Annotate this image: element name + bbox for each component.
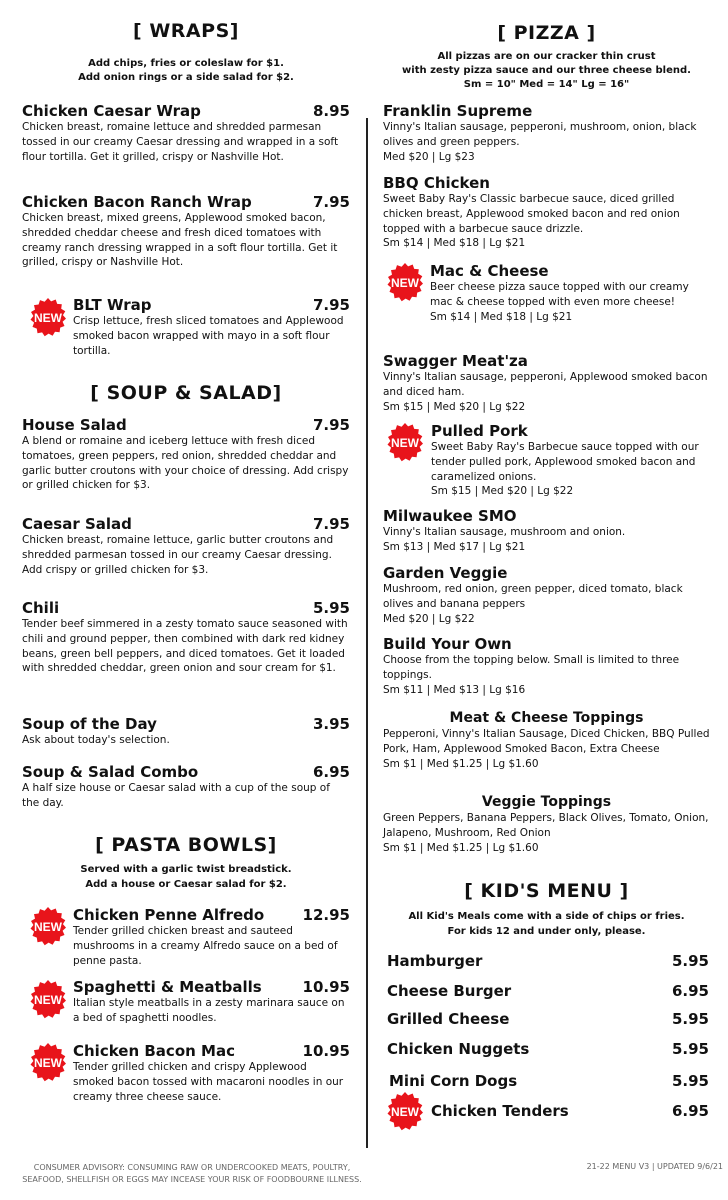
kids-item (387, 982, 709, 1000)
menu-item (22, 763, 350, 811)
menu-item (383, 507, 710, 555)
new-badge: NEW (28, 1043, 68, 1083)
item-name: Franklin Supreme (383, 102, 533, 120)
new-badge: NEW (385, 1092, 425, 1132)
meat-toppings-prices: Sm $1 | Med $1.25 | Lg $1.60 (383, 757, 539, 770)
menu-item (73, 978, 350, 1026)
soup-salad-title: [ SOUP & SALAD] (90, 382, 282, 404)
kids-item (387, 1040, 709, 1058)
item-prices: Sm $13 | Med $17 | Lg $21 (383, 540, 526, 553)
item-name: Chicken Bacon Mac (73, 1042, 235, 1060)
menu-item (430, 262, 710, 324)
item-name: Garden Veggie (383, 564, 508, 582)
item-name: Soup & Salad Combo (22, 763, 199, 781)
menu-item (383, 174, 710, 251)
kids-item-price: 5.95 (671, 952, 709, 970)
veggie-toppings-title: Veggie Toppings (481, 794, 612, 810)
item-description: Beer cheese pizza sauce topped with our creamy mac & cheese topped with even more cheese! (430, 281, 689, 308)
pizza-note-2: with zesty pizza sauce and our three cheese blend. (402, 65, 691, 76)
menu-version: 21-22 MENU V3 | UPDATED 9/6/21 (586, 1162, 723, 1171)
item-prices: Sm $14 | Med $18 | Lg $21 (383, 237, 526, 250)
menu-item (22, 193, 350, 270)
wraps-note-1: Add chips, fries or coleslaw for $1. (88, 58, 284, 69)
item-name: Pulled Pork (431, 422, 528, 440)
item-name: Milwaukee SMO (383, 507, 517, 525)
item-name: Swagger Meat'za (383, 352, 528, 370)
pizza-title: [ PIZZA ] (497, 22, 596, 44)
pasta-title: [ PASTA BOWLS] (95, 834, 277, 856)
kids-item-price: 5.95 (671, 1072, 709, 1090)
kids-item (387, 952, 709, 970)
kids-item (431, 1102, 709, 1120)
item-prices: Sm $11 | Med $13 | Lg $16 (383, 683, 526, 696)
column-divider (366, 118, 368, 1148)
item-name: Chicken Bacon Ranch Wrap (22, 193, 252, 211)
kids-title: [ KID'S MENU ] (464, 880, 629, 902)
pizza-note-3: Sm = 10" Med = 14" Lg = 16" (463, 79, 630, 90)
veggie-toppings-list: Green Peppers, Banana Peppers, Black Olives, Tomato, Onion, Jalapeno, Mushroom, Red Onion (383, 812, 709, 839)
menu-item (73, 296, 350, 358)
kids-note-1: All Kid's Meals come with a side of chips or fries. (408, 911, 685, 922)
new-badge: NEW (385, 423, 425, 463)
item-description: Tender beef simmered in a zesty tomato sauce seasoned with chili and ground pepper, then combined with dark red kidney beans, green bell peppers, and diced tomatoes. Get it loaded with shredded cheddar, green onion and sour cream for $1. (22, 618, 348, 675)
item-description: Sweet Baby Ray's Barbecue sauce topped with our tender pulled pork, Applewood smoked bacon and caramelized onions. (431, 441, 699, 483)
item-price: 5.95 (312, 599, 350, 617)
item-name: BBQ Chicken (383, 174, 490, 192)
menu-item (22, 102, 350, 164)
item-name: Spaghetti & Meatballs (73, 978, 262, 996)
pizza-note-1: All pizzas are on our cracker thin crust (437, 51, 656, 62)
item-name: BLT Wrap (73, 296, 152, 314)
menu-item (383, 564, 710, 626)
item-price: 7.95 (312, 515, 350, 533)
meat-toppings (383, 710, 710, 771)
item-description: Tender grilled chicken breast and sauteed mushrooms in a creamy Alfredo sauce on a bed of penne pasta. (73, 925, 338, 967)
item-description: Ask about today's selection. (22, 734, 170, 746)
consumer-advisory: CONSUMER ADVISORY: CONSUMING RAW OR UNDERCOOKED MEATS, POULTRY, SEAFOOD, SHELLFISH OR EGGS MAY INCEASE YOUR RISK OF FOODBOURNE ILLNESS. (22, 1163, 362, 1184)
item-description: Chicken breast, romaine lettuce, garlic butter croutons and shredded parmesan tossed in our creamy Caesar dressing. Add crispy or grilled chicken for $3. (22, 534, 334, 576)
item-description: A blend or romaine and iceberg lettuce with fresh diced tomatoes, green peppers, red onion, shredded cheddar and garlic butter croutons with your choice of dressing. Add crispy or grilled chicken for $3. (22, 435, 349, 492)
menu-item (22, 515, 350, 577)
item-price: 10.95 (302, 1042, 350, 1060)
wraps-note-2: Add onion rings or a side salad for $2. (78, 72, 294, 83)
item-price: 12.95 (302, 906, 350, 924)
item-name: Mac & Cheese (430, 262, 549, 280)
kids-item-name: Grilled Cheese (387, 1010, 510, 1028)
menu-item (22, 715, 350, 748)
item-prices: Sm $15 | Med $20 | Lg $22 (431, 485, 574, 498)
item-name: Chicken Caesar Wrap (22, 102, 201, 120)
pasta-note-2: Add a house or Caesar salad for $2. (85, 879, 287, 890)
item-description: Choose from the topping below. Small is limited to three toppings. (383, 654, 680, 681)
menu-item (383, 635, 710, 697)
item-description: Italian style meatballs in a zesty marinara sauce on a bed of spaghetti noodles. (73, 997, 345, 1024)
kids-item-name: Cheese Burger (387, 982, 512, 1000)
item-price: 7.95 (312, 416, 350, 434)
kids-item-price: 5.95 (671, 1010, 709, 1028)
meat-toppings-title: Meat & Cheese Toppings (449, 710, 644, 726)
item-name: Build Your Own (383, 635, 512, 653)
item-price: 6.95 (312, 763, 350, 781)
item-description: Vinny's Italian sausage, pepperoni, Applewood smoked bacon and diced ham. (383, 371, 708, 398)
new-badge: NEW (28, 980, 68, 1020)
menu-item (383, 102, 710, 164)
item-name: Caesar Salad (22, 515, 132, 533)
menu-item (431, 422, 710, 499)
veggie-toppings (383, 794, 710, 855)
item-price: 3.95 (312, 715, 350, 733)
item-prices: Med $20 | Lg $22 (383, 612, 475, 625)
item-description: Tender grilled chicken and crispy Applewood smoked bacon tossed with macaroni noodles in our creamy three cheese sauce. (73, 1061, 344, 1103)
meat-toppings-list: Pepperoni, Vinny's Italian Sausage, Diced Chicken, BBQ Pulled Pork, Ham, Applewood Smoked Bacon, Extra Cheese (383, 728, 710, 755)
kids-item-name: Hamburger (387, 952, 483, 970)
menu-item (22, 416, 350, 493)
veggie-toppings-prices: Sm $1 | Med $1.25 | Lg $1.60 (383, 841, 539, 854)
kids-note-2: For kids 12 and under only, please. (447, 926, 646, 937)
pasta-note-1: Served with a garlic twist breadstick. (80, 864, 292, 875)
item-description: Mushroom, red onion, green pepper, diced tomato, black olives and banana peppers (383, 583, 683, 610)
item-prices: Sm $14 | Med $18 | Lg $21 (430, 310, 573, 323)
new-badge: NEW (28, 907, 68, 947)
item-price: 7.95 (312, 296, 350, 314)
item-description: Crisp lettuce, fresh sliced tomatoes and Applewood smoked bacon wrapped with mayo in a soft flour tortilla. (73, 315, 344, 357)
kids-item-name: Mini Corn Dogs (389, 1072, 518, 1090)
item-name: Chili (22, 599, 60, 617)
kids-item-name: Chicken Nuggets (387, 1040, 530, 1058)
item-price: 10.95 (302, 978, 350, 996)
item-name: House Salad (22, 416, 127, 434)
new-badge: NEW (28, 298, 68, 338)
item-description: Sweet Baby Ray's Classic barbecue sauce, diced grilled chicken breast, Applewood smoked bacon and red onion topped with a barbecue sauce drizzle. (383, 193, 680, 235)
menu-item (73, 1042, 350, 1104)
item-prices: Med $20 | Lg $23 (383, 150, 475, 163)
item-price: 7.95 (312, 193, 350, 211)
kids-item-price: 6.95 (671, 1102, 709, 1120)
item-description: Vinny's Italian sausage, pepperoni, mushroom, onion, black olives and green peppers. (383, 121, 697, 148)
wraps-title: [ WRAPS] (133, 20, 239, 42)
item-prices: Sm $15 | Med $20 | Lg $22 (383, 400, 526, 413)
item-description: Chicken breast, romaine lettuce and shredded parmesan tossed in our creamy Caesar dressing and wrapped in a soft flour tortilla. Get it grilled, crispy or Nashville Hot. (22, 121, 339, 163)
item-name: Chicken Penne Alfredo (73, 906, 265, 924)
menu-item (73, 906, 350, 968)
kids-item-price: 5.95 (671, 1040, 709, 1058)
kids-item-price: 6.95 (671, 982, 709, 1000)
kids-item (387, 1010, 709, 1028)
menu-item (22, 599, 350, 676)
kids-item (389, 1072, 709, 1090)
kids-item-name: Chicken Tenders (431, 1102, 569, 1120)
new-badge: NEW (385, 263, 425, 303)
item-description: Vinny's Italian sausage, mushroom and onion. (383, 526, 626, 538)
item-description: A half size house or Caesar salad with a cup of the soup of the day. (22, 782, 330, 809)
menu-item (383, 352, 710, 414)
item-price: 8.95 (312, 102, 350, 120)
item-name: Soup of the Day (22, 715, 157, 733)
item-description: Chicken breast, mixed greens, Applewood smoked bacon, shredded cheddar cheese and fresh diced tomatoes with creamy ranch dressing wrapped in a soft flour tortilla. Get it grilled, crispy or Nashville Hot. (22, 212, 338, 269)
